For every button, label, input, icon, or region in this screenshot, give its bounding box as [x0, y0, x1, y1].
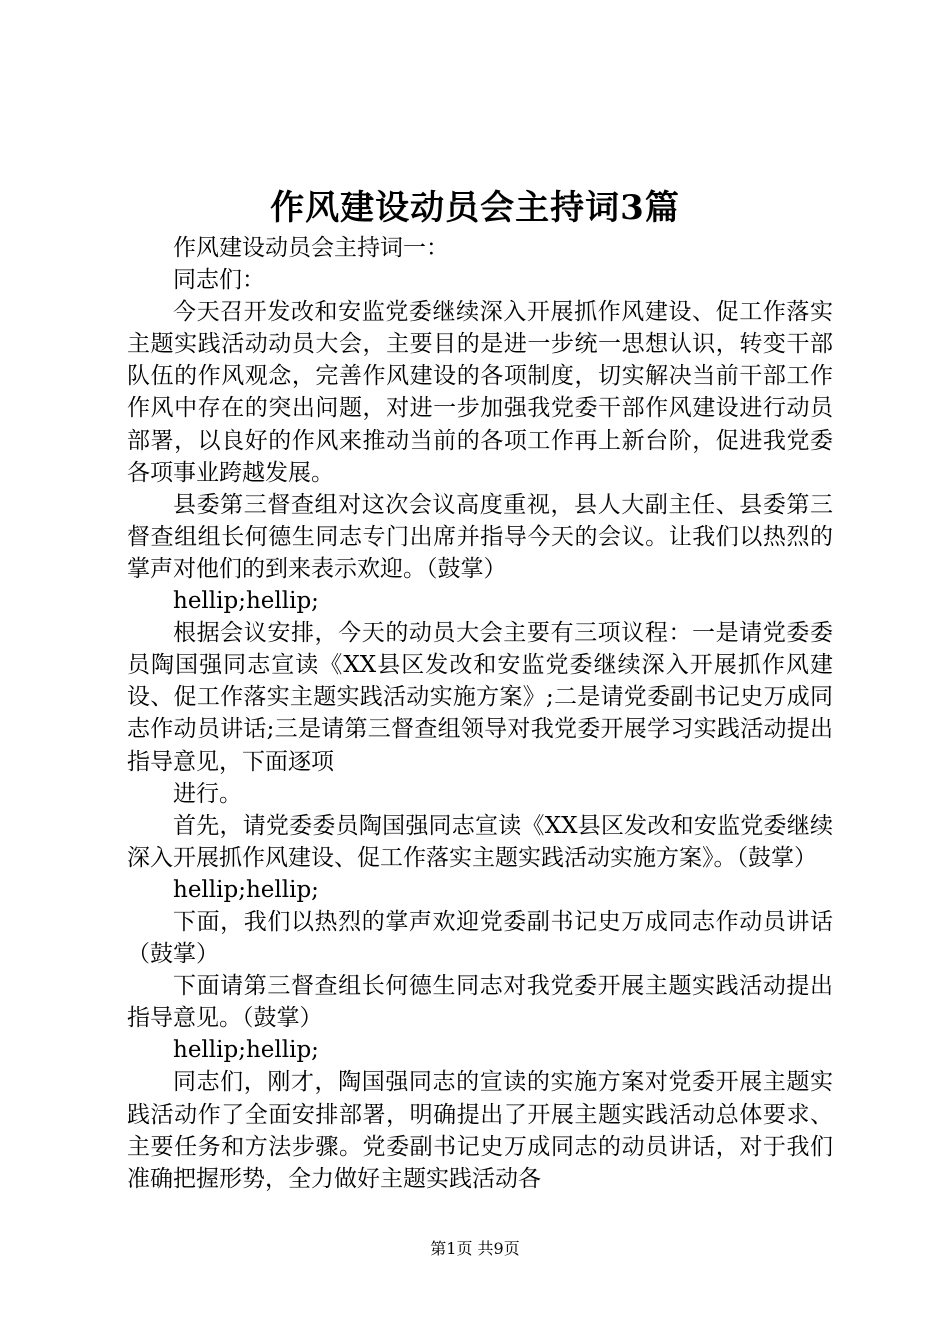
- paragraph: hellip;hellip;: [173, 876, 319, 903]
- paragraph: 作风建设动员会主持词一：: [173, 235, 449, 261]
- paragraph: 根据会议安排，今天的动员大会主要有三项议程：一是请党委委员陶国强同志宣读《XX县区发改和安监党委继续深入开展抓作风建设、促工作落实主题实践活动实施方案》;二是请党委副书记史万成同志作动员讲话;三是请第三督查组领导对我党委开展学习实践活动提出指导意见，下面逐项: [127, 620, 833, 775]
- paragraph: 首先，请党委委员陶国强同志宣读《XX县区发改和安监党委继续深入开展抓作风建设、促工作落实主题实践活动实施方案》。（鼓掌）: [127, 812, 833, 871]
- paragraph: 进行。: [173, 780, 242, 807]
- paragraph: hellip;hellip;: [173, 588, 319, 615]
- document-title: 作风建设动员会主持词3篇: [270, 188, 680, 228]
- paragraph: 同志们，刚才，陶国强同志的宣读的实施方案对党委开展主题实践活动作了全面安排部署，明确提出了开展主题实践活动总体要求、主要任务和方法步骤。党委副书记史万成同志的动员讲话，对于我们准确把握形势，全力做好主题实践活动各: [127, 1069, 833, 1192]
- paragraph: 下面请第三督查组长何德生同志对我党委开展主题实践活动提出指导意见。（鼓掌）: [127, 973, 833, 1032]
- document-body: [127, 232, 833, 1195]
- page-footer: 第1页 共9页: [430, 1239, 520, 1258]
- paragraph: 下面，我们以热烈的掌声欢迎党委副书记史万成同志作动员讲话（鼓掌）: [127, 908, 833, 968]
- paragraph: 同志们：: [173, 267, 265, 294]
- paragraph: hellip;hellip;: [173, 1037, 319, 1064]
- paragraph: 县委第三督查组对这次会议高度重视，县人大副主任、县委第三督查组组长何德生同志专门出席并指导今天的会议。让我们以热烈的掌声对他们的到来表示欢迎。（鼓掌）: [127, 491, 833, 582]
- paragraph: 今天召开发改和安监党委继续深入开展抓作风建设、促工作落实主题实践活动动员大会，主要目的是进一步统一思想认识，转变干部队伍的作风观念，完善作风建设的各项制度，切实解决当前干部工作作风中存在的突出问题，对进一步加强我党委干部作风建设进行动员部署，以良好的作风来推动当前的各项工作再上新台阶，促进我党委各项事业跨越发展。: [127, 299, 833, 486]
